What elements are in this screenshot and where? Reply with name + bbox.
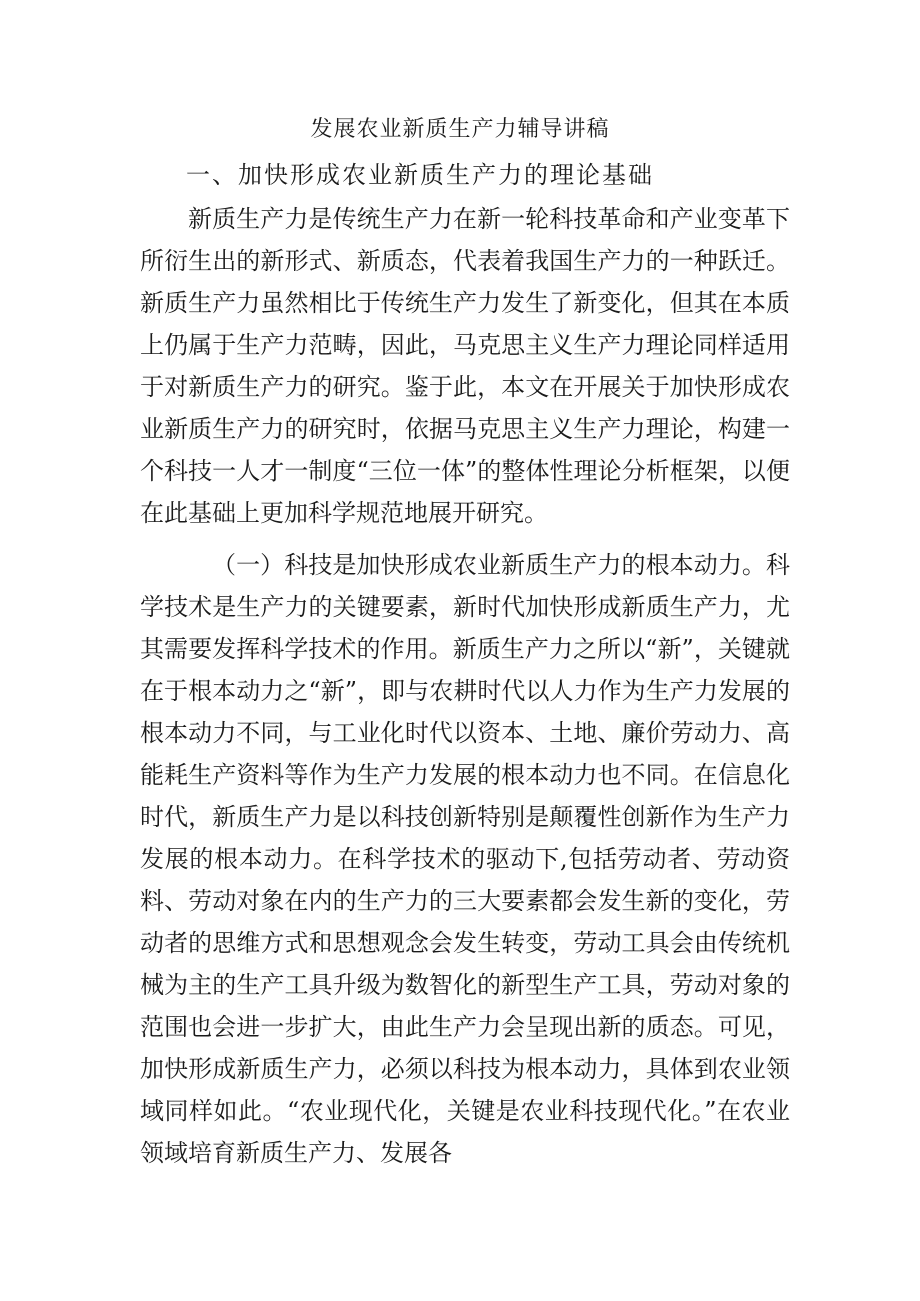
section-heading: 一、加快形成农业新质生产力的理论基础 xyxy=(186,161,654,189)
body-paragraph-1: 新质生产力是传统生产力在新一轮科技革命和产业变革下所衍生出的新形式、新质态，代表着我国生产力的一种跃迁。新质生产力虽然相比于传统生产力发生了新变化，但其在本质上仍属于生产力范畴，因此，马克思主义生产力理论同样适用于对新质生产力的研究。鉴于此，本文在开展关于加快形成农业新质生产力的研究时，依据马克思主义生产力理论，构建一个科技一人才一制度“三位一体”的整体性理论分析框架，以便在此基础上更加科学规范地展开研究。 xyxy=(140,205,790,527)
document-title: 发展农业新质生产力辅导讲稿 xyxy=(310,117,610,142)
body-paragraph-2: （一）科技是加快形成农业新质生产力的根本动力。科学技术是生产力的关键要素，新时代加快形成新质生产力，尤其需要发挥科学技术的作用。新质生产力之所以“新”，关键就在于根本动力之“新”，即与农耕时代以人力作为生产力发展的根本动力不同，与工业化时代以资本、土地、廉价劳动力、高能耗生产资料等作为生产力发展的根本动力也不同。在信息化时代，新质生产力是以科技创新特别是颠覆性创新作为生产力发展的根本动力。在科学技术的驱动下,包括劳动者、劳动资料、劳动对象在内的生产力的三大要素都会发生新的变化，劳动者的思维方式和思想观念会发生转变，劳动工具会由传统机械为主的生产工具升级为数智化的新型生产工具，劳动对象的范围也会进一步扩大，由此生产力会呈现出新的质态。可见，加快形成新质生产力，必须以科技为根本动力，具体到农业领域同样如此。“农业现代化，关键是农业科技现代化。”在农业领域培育新质生产力、发展各 xyxy=(140,551,790,1167)
